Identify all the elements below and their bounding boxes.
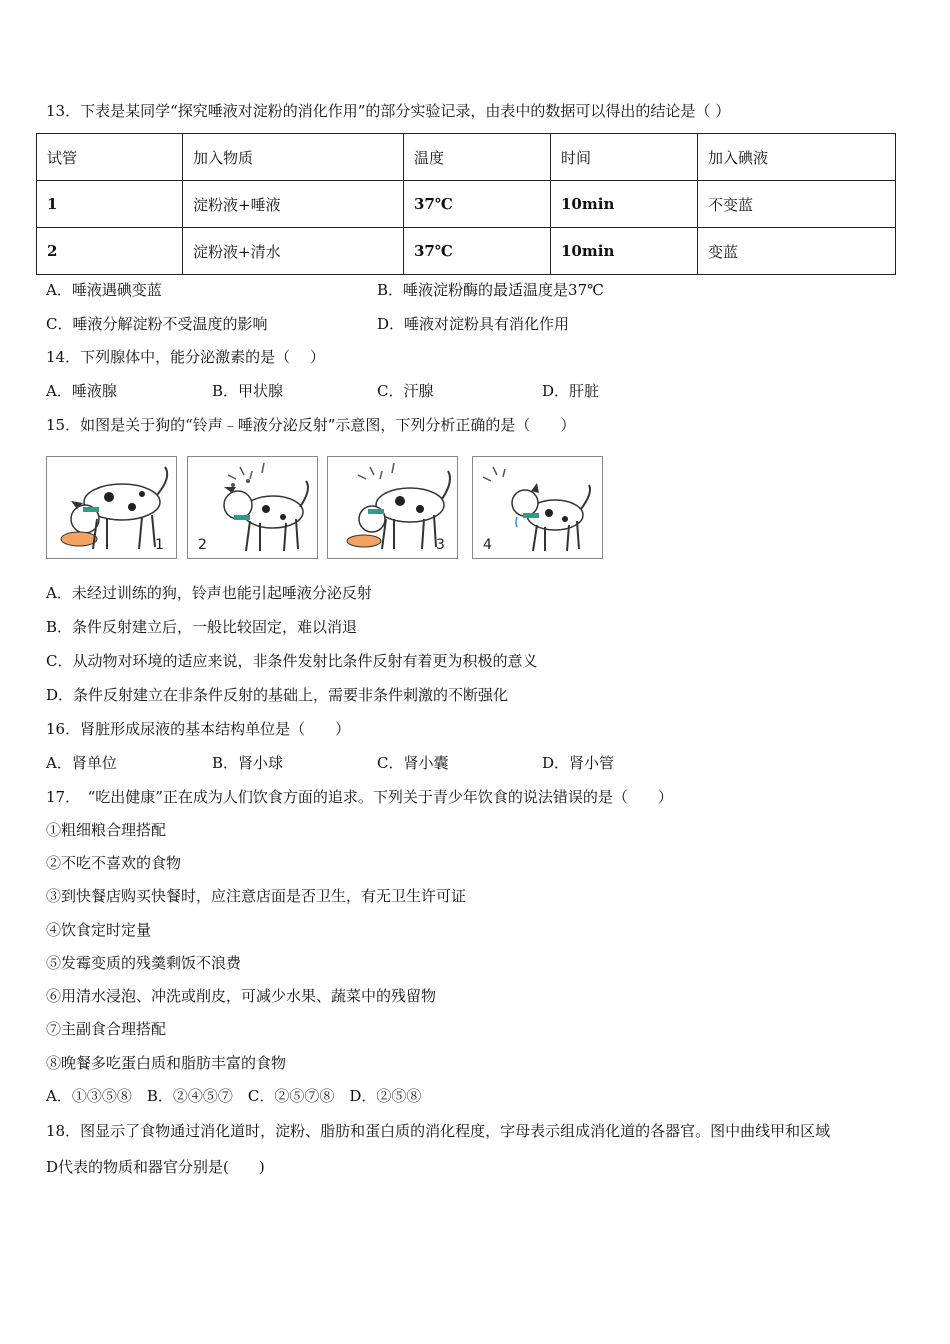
question-17-stem: 17． “吃出健康”正在成为人们饮食方面的追求。下列关于青少年饮食的说法错误的是（ ） bbox=[46, 788, 673, 806]
q17-item: ⑦主副食合理搭配 bbox=[46, 1020, 167, 1038]
table-header-cell: 加入物质 bbox=[183, 134, 404, 181]
q15-option-b[interactable]: B．条件反射建立后，一般比较固定，难以消退 bbox=[46, 618, 358, 636]
table-cell: 37℃ bbox=[404, 228, 551, 275]
figure-panel-4 bbox=[472, 456, 603, 559]
q13-option-a[interactable]: A．唾液遇碘变蓝 bbox=[46, 281, 162, 299]
q16-option-b[interactable]: B．肾小球 bbox=[212, 754, 284, 772]
question-16-stem: 16．肾脏形成尿液的基本结构单位是（ ） bbox=[46, 720, 351, 738]
q17-item: ④饮食定时定量 bbox=[46, 921, 152, 939]
table-cell: 淀粉液+清水 bbox=[183, 228, 404, 275]
panel-number: 3 bbox=[436, 537, 445, 553]
q17-item: ②不吃不喜欢的食物 bbox=[46, 854, 182, 872]
q13-option-b[interactable]: B．唾液淀粉酶的最适温度是37℃ bbox=[377, 281, 604, 299]
dog-salivating-illustration bbox=[473, 457, 602, 558]
table-cell: 10min bbox=[551, 228, 698, 275]
q14-option-b[interactable]: B．甲状腺 bbox=[212, 382, 284, 400]
table-row bbox=[37, 228, 896, 275]
table-cell: 2 bbox=[37, 228, 183, 275]
q17-item: ⑥用清水浸泡、冲洗或削皮，可减少水果、蔬菜中的残留物 bbox=[46, 987, 437, 1005]
figure-panel-2 bbox=[187, 456, 318, 559]
q17-item: ⑤发霉变质的残羹剩饭不浪费 bbox=[46, 954, 242, 972]
q14-option-a[interactable]: A．唾液腺 bbox=[46, 382, 117, 400]
question-18-stem-line2: D代表的物质和器官分别是( ) bbox=[46, 1158, 265, 1176]
panel-number: 2 bbox=[198, 537, 207, 553]
q16-option-a[interactable]: A．肾单位 bbox=[46, 754, 117, 772]
q13-option-d[interactable]: D．唾液对淀粉具有消化作用 bbox=[377, 315, 570, 333]
q13-option-c[interactable]: C．唾液分解淀粉不受温度的影响 bbox=[46, 315, 268, 333]
table-header-cell: 加入碘液 bbox=[698, 134, 896, 181]
table-row bbox=[37, 181, 896, 228]
q14-option-d[interactable]: D．肝脏 bbox=[542, 382, 600, 400]
experiment-table bbox=[36, 133, 896, 275]
q15-option-a[interactable]: A．未经过训练的狗，铃声也能引起唾液分泌反射 bbox=[46, 584, 372, 602]
question-18-stem-line1: 18．图显示了食物通过消化道时，淀粉、脂肪和蛋白质的消化程度，字母表示组成消化道的各器官。图中曲线甲和区域 bbox=[46, 1122, 831, 1140]
question-14-stem: 14．下列腺体中，能分泌激素的是（ ） bbox=[46, 348, 325, 366]
table-cell: 10min bbox=[551, 181, 698, 228]
table-header-cell: 温度 bbox=[404, 134, 551, 181]
table-header-cell: 时间 bbox=[551, 134, 698, 181]
q16-option-c[interactable]: C．肾小囊 bbox=[377, 754, 449, 772]
q15-option-c[interactable]: C．从动物对环境的适应来说，非条件发射比条件反射有着更为积极的意义 bbox=[46, 652, 538, 670]
table-cell: 不变蓝 bbox=[698, 181, 896, 228]
q15-option-d[interactable]: D．条件反射建立在非条件反射的基础上，需要非条件刺激的不断强化 bbox=[46, 686, 509, 704]
figure-panel-1 bbox=[46, 456, 177, 559]
table-cell: 淀粉液+唾液 bbox=[183, 181, 404, 228]
q14-option-c[interactable]: C．汗腺 bbox=[377, 382, 434, 400]
table-cell: 37℃ bbox=[404, 181, 551, 228]
panel-number: 1 bbox=[155, 537, 164, 553]
figure-panel-3 bbox=[327, 456, 458, 559]
q16-option-d[interactable]: D．肾小管 bbox=[542, 754, 615, 772]
question-13-stem: 13．下表是某同学“探究唾液对淀粉的消化作用”的部分实验记录，由表中的数据可以得出的结论是（ ） bbox=[46, 102, 731, 120]
q17-answer-options[interactable]: A．①③⑤⑧ B．②④⑤⑦ C．②⑤⑦⑧ D．②⑤⑧ bbox=[46, 1087, 422, 1105]
q17-item: ⑧晚餐多吃蛋白质和脂肪丰富的食物 bbox=[46, 1054, 287, 1072]
q17-item: ③到快餐店购买快餐时，应注意店面是否卫生，有无卫生许可证 bbox=[46, 887, 467, 905]
table-cell: 变蓝 bbox=[698, 228, 896, 275]
panel-number: 4 bbox=[483, 537, 492, 553]
table-header-row bbox=[37, 134, 896, 181]
table-cell: 1 bbox=[37, 181, 183, 228]
table-header-cell: 试管 bbox=[37, 134, 183, 181]
question-15-stem: 15．如图是关于狗的“铃声﹣唾液分泌反射”示意图，下列分析正确的是（ ） bbox=[46, 416, 576, 434]
dog-hearing-bell-illustration bbox=[188, 457, 317, 558]
q17-item: ①粗细粮合理搭配 bbox=[46, 821, 167, 839]
